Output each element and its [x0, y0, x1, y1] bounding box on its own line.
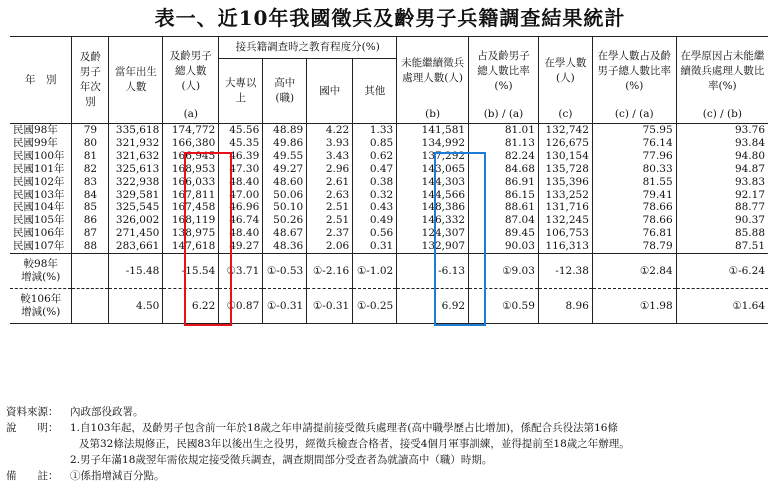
cell-edu-college: 46.39 — [219, 150, 263, 163]
header-ratio-cb-code: (c) / (b) — [676, 105, 768, 124]
cell-total-males: 168,953 — [163, 163, 219, 176]
summary-cell-edu-other: ①-1.02 — [353, 254, 397, 289]
header-year: 年 別 — [10, 37, 72, 124]
cell-students: 135,396 — [538, 176, 592, 189]
header-total-code: (a) — [163, 105, 219, 124]
cell-ratio-ba: 88.61 — [469, 201, 539, 214]
cell-cycle: 86 — [72, 214, 109, 227]
cell-ratio-ca: 77.96 — [592, 150, 676, 163]
cell-ratio-ba: 86.91 — [469, 176, 539, 189]
note-explain-2-text: 2.男子年滿18歲翌年需依規定接受徵兵調查，調查期間部分受查者為就讀高中（職）時期。 — [70, 454, 493, 466]
note-explain-1b-text: 及第32條法規修正，民國83年以後出生之役男，經徵兵檢查合格者，接受4個月軍事訓練，並得提前至18歲之年辦理。 — [79, 438, 630, 450]
cell-cycle: 80 — [72, 137, 109, 150]
cell-cycle: 87 — [72, 227, 109, 240]
summary-cell-cycle — [72, 289, 109, 324]
cell-edu-other: 0.43 — [353, 201, 397, 214]
header-students: 在學人數(人) — [538, 37, 592, 106]
cell-students: 132,245 — [538, 214, 592, 227]
header-total-males: 及齡男子總人數(人) — [163, 37, 219, 106]
summary-cell-cycle — [72, 254, 109, 289]
summary-cell-edu-junior: ①-0.31 — [307, 289, 353, 324]
cell-students: 126,675 — [538, 137, 592, 150]
cell-students: 106,753 — [538, 227, 592, 240]
note-explain-1b — [6, 436, 776, 452]
cell-cycle: 83 — [72, 176, 109, 189]
cell-total-males: 167,811 — [163, 189, 219, 202]
cell-ratio-ca: 78.66 — [592, 201, 676, 214]
header-ratio-cb: 在學原因占未能繼續徵兵處理人數比率(%) — [676, 37, 768, 106]
cell-edu-high: 48.89 — [263, 124, 307, 137]
cell-ratio-ba: 87.04 — [469, 214, 539, 227]
cell-ratio-cb: 94.80 — [676, 150, 768, 163]
table-row — [10, 227, 768, 240]
summary-cell-ratio-cb: ①-6.24 — [676, 254, 768, 289]
cell-edu-other: 0.85 — [353, 137, 397, 150]
cell-births: 329,581 — [109, 189, 163, 202]
cell-cycle: 88 — [72, 240, 109, 253]
cell-not-serving: 144,303 — [397, 176, 469, 189]
cell-ratio-ba: 82.24 — [469, 150, 539, 163]
cell-ratio-cb: 87.51 — [676, 240, 768, 253]
cell-ratio-ca: 79.41 — [592, 189, 676, 202]
cell-edu-high: 50.26 — [263, 214, 307, 227]
cell-students: 131,716 — [538, 201, 592, 214]
cell-ratio-cb: 88.77 — [676, 201, 768, 214]
cell-not-serving: 132,907 — [397, 240, 469, 253]
cell-total-males: 147,618 — [163, 240, 219, 253]
cell-ratio-cb: 93.76 — [676, 124, 768, 137]
table-row — [10, 176, 768, 189]
cell-ratio-ba: 81.13 — [469, 137, 539, 150]
cell-students: 135,728 — [538, 163, 592, 176]
cell-births: 271,450 — [109, 227, 163, 240]
cell-total-males: 166,380 — [163, 137, 219, 150]
cell-births: 335,618 — [109, 124, 163, 137]
table-body — [10, 124, 768, 254]
cell-edu-junior: 2.51 — [307, 214, 353, 227]
summary-cell-ratio-ba: ①9.03 — [469, 254, 539, 289]
cell-ratio-ca: 75.95 — [592, 124, 676, 137]
cell-edu-junior: 2.96 — [307, 163, 353, 176]
cell-edu-high: 49.55 — [263, 150, 307, 163]
header-draft-cycle: 及齡男子年次別 — [72, 37, 109, 124]
cell-not-serving: 137,292 — [397, 150, 469, 163]
cell-students: 132,742 — [538, 124, 592, 137]
cell-ratio-ca: 76.81 — [592, 227, 676, 240]
cell-cycle: 82 — [72, 163, 109, 176]
cell-edu-college: 46.74 — [219, 214, 263, 227]
cell-edu-high: 50.10 — [263, 201, 307, 214]
cell-edu-other: 0.62 — [353, 150, 397, 163]
cell-not-serving: 141,581 — [397, 124, 469, 137]
cell-edu-junior: 2.06 — [307, 240, 353, 253]
summary-label-line-1: 較106年 — [20, 293, 62, 306]
statistics-table — [10, 36, 768, 324]
cell-ratio-ca: 81.55 — [592, 176, 676, 189]
table-row — [10, 201, 768, 214]
cell-students: 116,313 — [538, 240, 592, 253]
note-remark — [6, 468, 776, 484]
summary-label-line-2: 增減(%) — [21, 306, 61, 319]
cell-cycle: 81 — [72, 150, 109, 163]
summary-cell-edu-other: ①-0.25 — [353, 289, 397, 324]
cell-ratio-ba: 89.45 — [469, 227, 539, 240]
cell-ratio-cb: 93.84 — [676, 137, 768, 150]
table-row — [10, 240, 768, 253]
note-explain-label: 說 明： — [6, 422, 59, 434]
header-ratio-ba-code: (b) / (a) — [469, 105, 539, 124]
cell-not-serving: 134,992 — [397, 137, 469, 150]
header-not-serving-code: (b) — [397, 105, 469, 124]
table-row — [10, 124, 768, 137]
summary-cell-total-males: 6.22 — [163, 289, 219, 324]
cell-births: 321,932 — [109, 137, 163, 150]
cell-ratio-cb: 90.37 — [676, 214, 768, 227]
note-source-text: 內政部役政署。 — [70, 406, 144, 418]
cell-edu-college: 48.40 — [219, 176, 263, 189]
cell-edu-other: 0.49 — [353, 214, 397, 227]
cell-ratio-ba: 81.01 — [469, 124, 539, 137]
summary-cell-total-males: -15.54 — [163, 254, 219, 289]
cell-edu-other: 0.56 — [353, 227, 397, 240]
cell-year: 民國98年 — [13, 124, 58, 136]
table-row — [10, 137, 768, 150]
cell-ratio-cb: 93.83 — [676, 176, 768, 189]
cell-ratio-cb: 92.17 — [676, 189, 768, 202]
cell-not-serving: 148,386 — [397, 201, 469, 214]
summary-cell-births: -15.48 — [109, 254, 163, 289]
cell-total-males: 174,772 — [163, 124, 219, 137]
header-ratio-ca-code: (c) / (a) — [592, 105, 676, 124]
cell-edu-high: 49.27 — [263, 163, 307, 176]
cell-students: 130,154 — [538, 150, 592, 163]
note-remark-label: 備 註： — [6, 470, 59, 482]
cell-edu-other: 1.33 — [353, 124, 397, 137]
summary-cell-not-serving: 6.92 — [397, 289, 469, 324]
summary-cell-births: 4.50 — [109, 289, 163, 324]
summary-cell-edu-high: ①-0.53 — [263, 254, 307, 289]
cell-edu-high: 48.67 — [263, 227, 307, 240]
cell-births: 326,002 — [109, 214, 163, 227]
cell-ratio-ba: 84.68 — [469, 163, 539, 176]
cell-edu-college: 47.30 — [219, 163, 263, 176]
cell-not-serving: 124,307 — [397, 227, 469, 240]
page-title: 表一、近10年我國徵兵及齡男子兵籍調查結果統計 — [154, 6, 626, 30]
cell-cycle: 84 — [72, 189, 109, 202]
cell-edu-college: 45.35 — [219, 137, 263, 150]
cell-edu-high: 50.06 — [263, 189, 307, 202]
cell-edu-junior: 2.51 — [307, 201, 353, 214]
cell-year: 民國107年 — [13, 240, 65, 253]
note-source — [6, 404, 776, 420]
cell-year: 民國105年 — [13, 214, 65, 227]
note-remark-text: ①係指增減百分點。 — [70, 470, 165, 482]
cell-ratio-cb: 94.87 — [676, 163, 768, 176]
cell-ratio-ba: 86.15 — [469, 189, 539, 202]
cell-ratio-ca: 78.66 — [592, 214, 676, 227]
cell-ratio-ca: 80.33 — [592, 163, 676, 176]
cell-students: 133,252 — [538, 189, 592, 202]
cell-edu-junior: 2.37 — [307, 227, 353, 240]
cell-births: 322,938 — [109, 176, 163, 189]
cell-ratio-ca: 76.14 — [592, 137, 676, 150]
cell-ratio-ba: 90.03 — [469, 240, 539, 253]
cell-edu-high: 49.86 — [263, 137, 307, 150]
summary-cell-edu-college: ①0.87 — [219, 289, 263, 324]
note-explain-2 — [6, 452, 776, 468]
header-edu-high: 高中(職) — [263, 59, 307, 124]
note-explain-1-text: 1.自103年起，及齡男子包含前一年於18歲之年申請提前接受徵兵處理者(高中職學歷占比增加)，係配合兵役法第16條 — [70, 422, 618, 434]
cell-edu-junior: 3.43 — [307, 150, 353, 163]
cell-ratio-cb: 85.88 — [676, 227, 768, 240]
summary-row — [10, 289, 768, 324]
summary-label-line-1: 較98年 — [23, 258, 58, 271]
cell-edu-junior: 2.61 — [307, 176, 353, 189]
cell-year: 民國102年 — [13, 175, 65, 188]
cell-edu-college: 45.56 — [219, 124, 263, 137]
summary-cell-ratio-ba: ①0.59 — [469, 289, 539, 324]
cell-year: 民國106年 — [13, 227, 65, 240]
table-row — [10, 189, 768, 202]
cell-edu-college: 47.00 — [219, 189, 263, 202]
summary-label — [10, 289, 72, 324]
summary-cell-edu-junior: ①-2.16 — [307, 254, 353, 289]
table-row — [10, 163, 768, 176]
summary-label — [10, 254, 72, 289]
cell-edu-junior: 4.22 — [307, 124, 353, 137]
cell-total-males: 168,119 — [163, 214, 219, 227]
cell-cycle: 79 — [72, 124, 109, 137]
summary-cell-students: -12.38 — [538, 254, 592, 289]
cell-year: 民國99年 — [13, 136, 58, 149]
cell-edu-other: 0.31 — [353, 240, 397, 253]
cell-cycle: 85 — [72, 201, 109, 214]
header-births: 當年出生人數 — [109, 37, 163, 124]
header-not-serving: 未能繼續徵兵處理人數(人) — [397, 37, 469, 106]
header-students-code: (c) — [538, 105, 592, 124]
cell-ratio-ca: 78.79 — [592, 240, 676, 253]
cell-edu-other: 0.38 — [353, 176, 397, 189]
header-education-group: 接兵籍調查時之教育程度分(%) — [219, 37, 397, 59]
table-row — [10, 214, 768, 227]
cell-year: 民國103年 — [13, 188, 65, 201]
summary-cell-students: 8.96 — [538, 289, 592, 324]
cell-edu-other: 0.32 — [353, 189, 397, 202]
note-explain-1 — [6, 420, 776, 436]
cell-edu-college: 48.40 — [219, 227, 263, 240]
summary-cell-ratio-cb: ①1.64 — [676, 289, 768, 324]
table-notes — [6, 404, 776, 484]
cell-edu-junior: 2.63 — [307, 189, 353, 202]
summary-cell-edu-high: ①-0.31 — [263, 289, 307, 324]
cell-year: 民國104年 — [13, 201, 65, 214]
cell-total-males: 166,033 — [163, 176, 219, 189]
cell-births: 325,613 — [109, 163, 163, 176]
cell-edu-high: 48.60 — [263, 176, 307, 189]
header-ratio-ba: 占及齡男子總人數比率(%) — [469, 37, 539, 106]
cell-births: 283,661 — [109, 240, 163, 253]
cell-not-serving: 146,332 — [397, 214, 469, 227]
summary-cell-edu-college: ①3.71 — [219, 254, 263, 289]
cell-not-serving: 143,065 — [397, 163, 469, 176]
summary-row — [10, 254, 768, 289]
header-edu-junior: 國中 — [307, 59, 353, 124]
cell-not-serving: 144,566 — [397, 189, 469, 202]
cell-births: 325,545 — [109, 201, 163, 214]
cell-edu-college: 49.27 — [219, 240, 263, 253]
header-ratio-ca: 在學人數占及齡男子總人數比率(%) — [592, 37, 676, 106]
cell-edu-other: 0.47 — [353, 163, 397, 176]
cell-total-males: 166,945 — [163, 150, 219, 163]
cell-year: 民國101年 — [13, 162, 65, 175]
table-row — [10, 150, 768, 163]
header-edu-other: 其他 — [353, 59, 397, 124]
cell-total-males: 167,458 — [163, 201, 219, 214]
header-edu-college: 大專以上 — [219, 59, 263, 124]
cell-edu-college: 46.96 — [219, 201, 263, 214]
summary-cell-ratio-ca: ①2.84 — [592, 254, 676, 289]
cell-births: 321,632 — [109, 150, 163, 163]
summary-cell-not-serving: -6.13 — [397, 254, 469, 289]
cell-year: 民國100年 — [13, 149, 65, 162]
summary-cell-ratio-ca: ①1.98 — [592, 289, 676, 324]
cell-edu-high: 48.36 — [263, 240, 307, 253]
table-summary — [10, 254, 768, 324]
note-source-label: 資料來源： — [6, 406, 59, 418]
cell-total-males: 138,975 — [163, 227, 219, 240]
summary-label-line-2: 增減(%) — [21, 271, 61, 284]
cell-edu-junior: 3.93 — [307, 137, 353, 150]
